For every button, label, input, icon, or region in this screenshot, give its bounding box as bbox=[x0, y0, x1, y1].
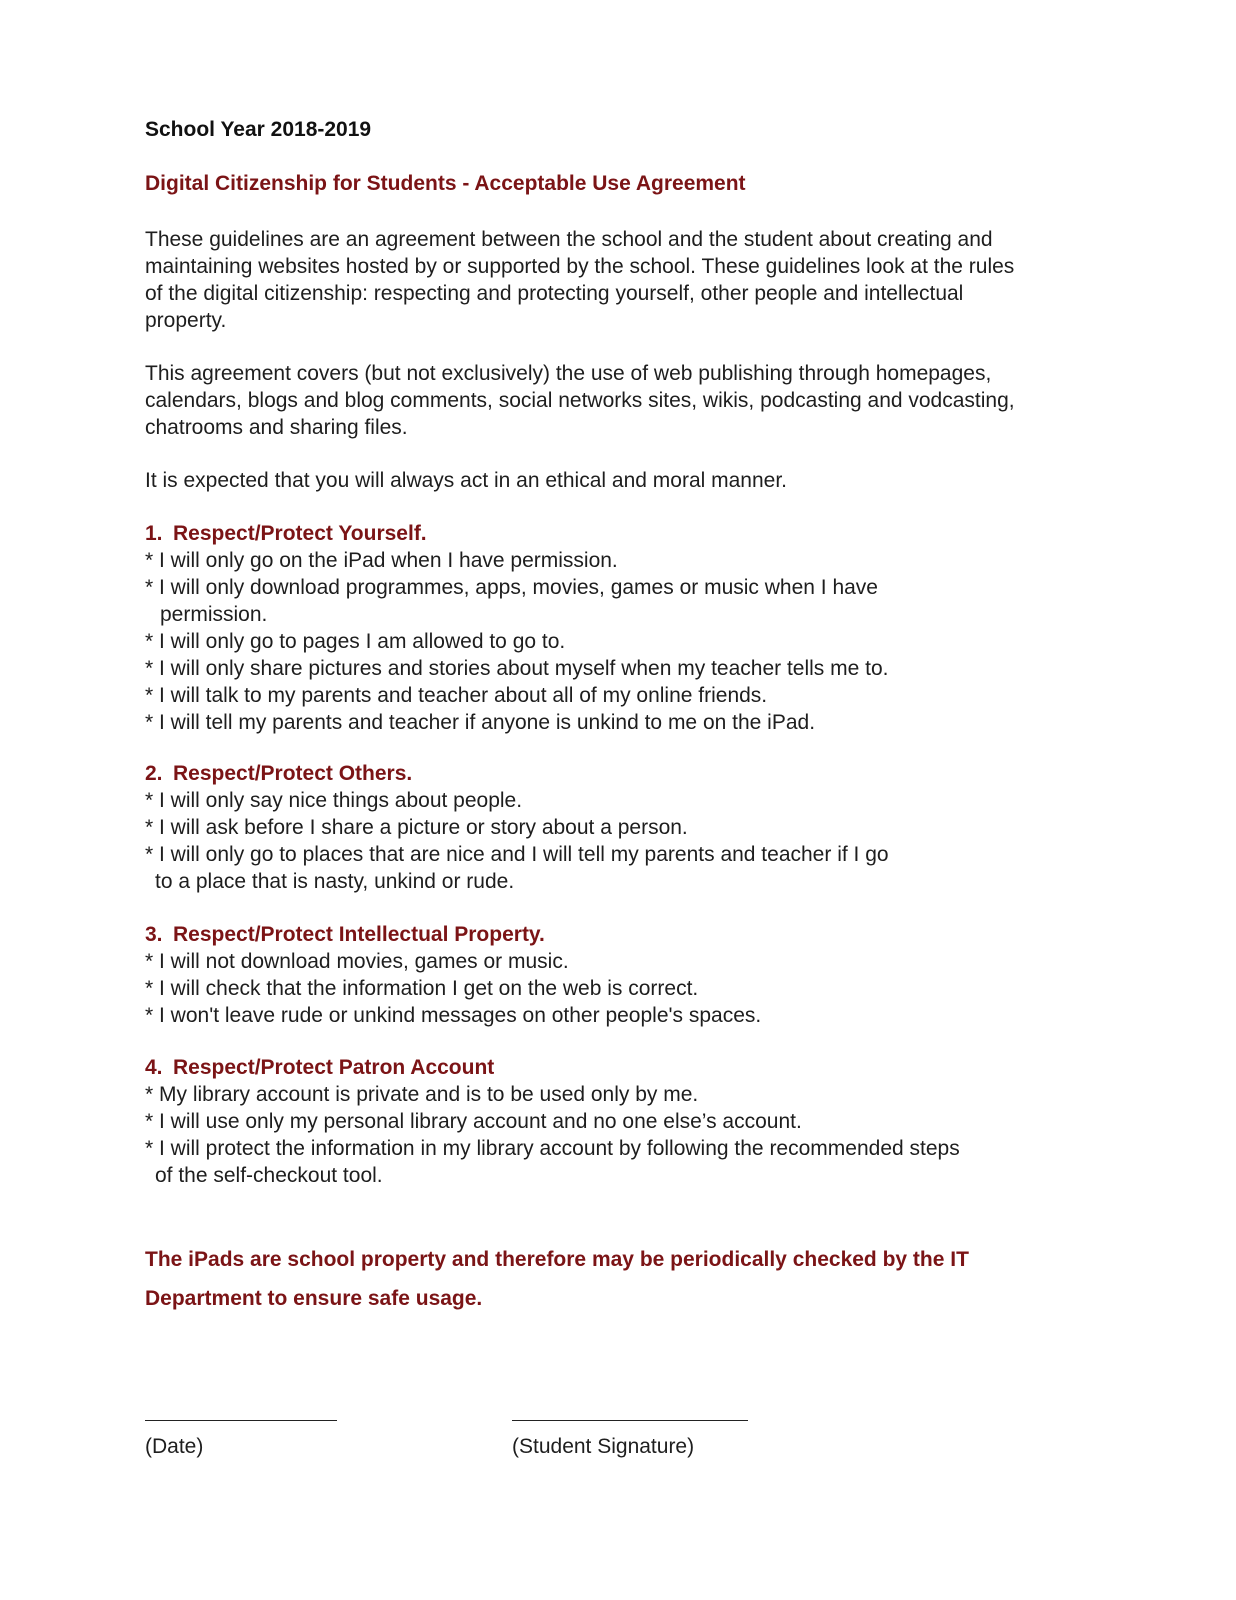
text-line: property. bbox=[145, 309, 227, 332]
intro-paragraph-3: It is expected that you will always act in an ethical and moral manner. bbox=[145, 469, 787, 492]
text-line: maintaining websites hosted by or supported by the school. These guidelines look at the rules bbox=[145, 255, 1015, 278]
list-item: * I will ask before I share a picture or story about a person. bbox=[145, 816, 688, 839]
list-item: * I will only download programmes, apps, movies, games or music when I have bbox=[145, 576, 878, 599]
list-item: * I will only say nice things about people. bbox=[145, 789, 523, 812]
list-item: * My library account is private and is to be used only by me. bbox=[145, 1083, 699, 1106]
section-respect-yourself bbox=[145, 520, 889, 736]
notice-line: The iPads are school property and therefore may be periodically checked by the IT bbox=[145, 1248, 969, 1271]
list-item: * I will only share pictures and stories about myself when my teacher tells me to. bbox=[145, 657, 889, 680]
list-item: * I will only go to places that are nice and I will tell my parents and teacher if I go bbox=[145, 843, 889, 866]
section-heading bbox=[145, 760, 889, 787]
list-item: * I won't leave rude or unkind messages on other people's spaces. bbox=[145, 1004, 762, 1027]
notice-line: Department to ensure safe usage. bbox=[145, 1287, 483, 1310]
intro-paragraph-2 bbox=[145, 360, 1015, 441]
list-item: * I will use only my personal library account and no one else’s account. bbox=[145, 1110, 802, 1133]
text-line: These guidelines are an agreement between the school and the student about creating and bbox=[145, 228, 993, 251]
list-item: * I will not download movies, games or music. bbox=[145, 950, 569, 973]
section-title: Respect/Protect Others. bbox=[173, 762, 413, 785]
list-item-continuation: to a place that is nasty, unkind or rude. bbox=[155, 870, 515, 893]
list-item: * I will talk to my parents and teacher about all of my online friends. bbox=[145, 684, 768, 707]
list-item: * I will only go to pages I am allowed to go to. bbox=[145, 630, 566, 653]
section-number: 2. bbox=[145, 762, 163, 785]
document-title: Digital Citizenship for Students - Acceptable Use Agreement bbox=[145, 172, 746, 195]
intro-paragraph-1 bbox=[145, 226, 1014, 334]
text-line: calendars, blogs and blog comments, social networks sites, wikis, podcasting and vodcasting, bbox=[145, 389, 1015, 412]
section-intellectual-property bbox=[145, 921, 761, 1029]
section-heading bbox=[145, 520, 889, 547]
section-patron-account bbox=[145, 1054, 960, 1189]
student-signature-line bbox=[512, 1420, 748, 1421]
list-item-continuation: permission. bbox=[160, 603, 268, 626]
section-title: Respect/Protect Patron Account bbox=[173, 1056, 495, 1079]
section-number: 1. bbox=[145, 522, 163, 545]
section-heading bbox=[145, 1054, 960, 1081]
section-heading bbox=[145, 921, 761, 948]
ipad-property-notice bbox=[145, 1240, 969, 1318]
section-title: Respect/Protect Intellectual Property. bbox=[173, 923, 545, 946]
section-number: 3. bbox=[145, 923, 163, 946]
section-title: Respect/Protect Yourself. bbox=[173, 522, 427, 545]
list-item-continuation: of the self-checkout tool. bbox=[155, 1164, 383, 1187]
list-item: * I will only go on the iPad when I have permission. bbox=[145, 549, 618, 572]
school-year-heading: School Year 2018-2019 bbox=[145, 118, 372, 141]
section-number: 4. bbox=[145, 1056, 163, 1079]
list-item: * I will protect the information in my library account by following the recommended steps bbox=[145, 1137, 960, 1160]
text-line: of the digital citizenship: respecting and protecting yourself, other people and intellectual bbox=[145, 282, 964, 305]
list-item: * I will tell my parents and teacher if anyone is unkind to me on the iPad. bbox=[145, 711, 816, 734]
date-signature-line bbox=[145, 1420, 337, 1421]
section-respect-others bbox=[145, 760, 889, 895]
list-item: * I will check that the information I get on the web is correct. bbox=[145, 977, 699, 1000]
date-label: (Date) bbox=[145, 1435, 204, 1458]
student-signature-label: (Student Signature) bbox=[512, 1435, 695, 1458]
text-line: chatrooms and sharing files. bbox=[145, 416, 408, 439]
text-line: This agreement covers (but not exclusively) the use of web publishing through homepages, bbox=[145, 362, 992, 385]
